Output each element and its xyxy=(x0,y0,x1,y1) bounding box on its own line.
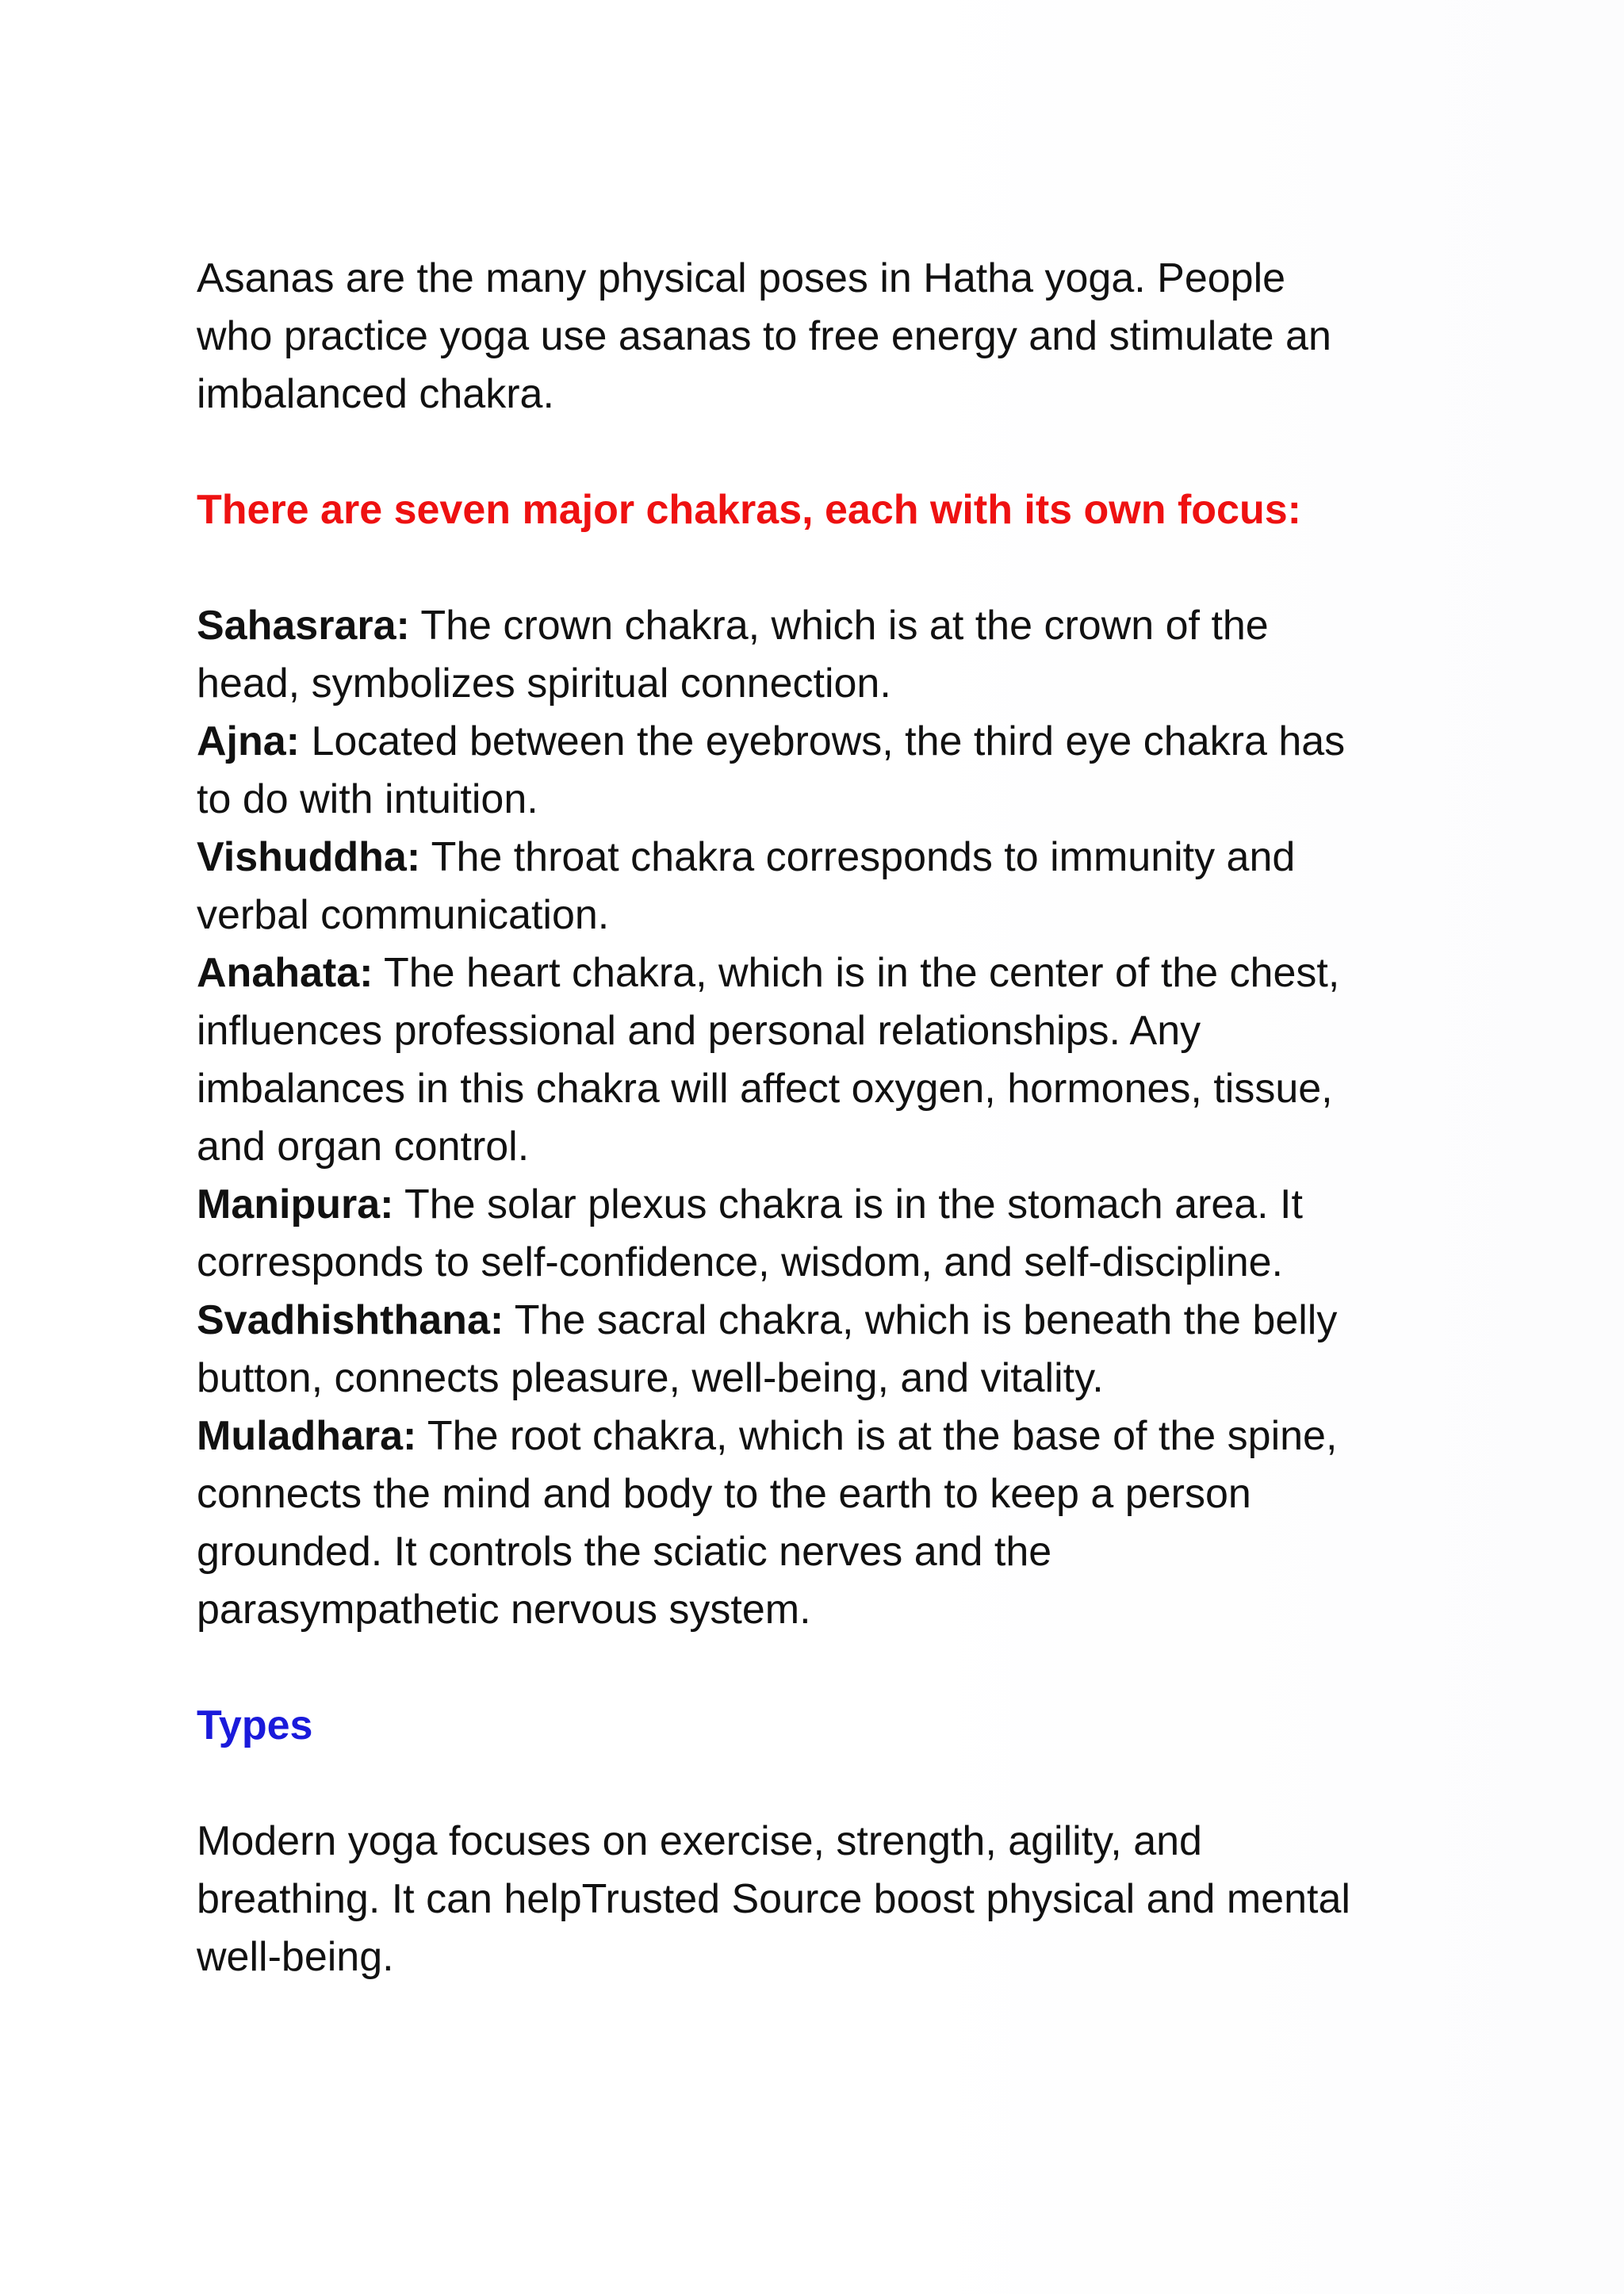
chakra-term: Vishuddha: xyxy=(197,834,421,880)
chakra-text: The solar plexus chakra is in the stomach area. It xyxy=(393,1181,1303,1227)
chakra-item-svadhishthana xyxy=(197,1292,1434,1407)
chakra-text: The sacral chakra, which is beneath the belly xyxy=(504,1297,1338,1343)
chakra-item-muladhara xyxy=(197,1407,1434,1639)
chakra-term: Sahasrara: xyxy=(197,603,410,649)
chakra-term: Muladhara: xyxy=(197,1413,417,1459)
intro-paragraph xyxy=(197,250,1434,423)
chakra-text: to do with intuition. xyxy=(197,776,538,822)
chakra-text: head, symbolizes spiritual connection. xyxy=(197,661,891,707)
chakra-text: connects the mind and body to the earth to keep a person xyxy=(197,1471,1251,1517)
types-line: breathing. It can helpTrusted Source boost physical and mental xyxy=(197,1876,1350,1922)
document-content xyxy=(197,250,1434,1986)
chakra-text: Located between the eyebrows, the third eye chakra has xyxy=(300,718,1346,764)
paragraph-gap xyxy=(197,423,1434,481)
chakra-text: corresponds to self-confidence, wisdom, and self-discipline. xyxy=(197,1239,1284,1285)
chakra-text: button, connects pleasure, well-being, and vitality. xyxy=(197,1355,1104,1401)
chakra-text: The crown chakra, which is at the crown of the xyxy=(409,603,1269,649)
paragraph-gap xyxy=(197,539,1434,597)
chakra-list xyxy=(197,597,1434,1639)
chakra-text: grounded. It controls the sciatic nerves and the xyxy=(197,1529,1052,1575)
chakras-heading: There are seven major chakras, each with its own focus: xyxy=(197,487,1301,533)
chakra-text: The throat chakra corresponds to immunity and xyxy=(420,834,1296,880)
intro-line: who practice yoga use asanas to free energy and stimulate an xyxy=(197,313,1331,359)
chakra-term: Ajna: xyxy=(197,718,300,764)
chakra-term: Manipura: xyxy=(197,1181,394,1227)
paragraph-gap xyxy=(197,1639,1434,1697)
chakra-text: The heart chakra, which is in the center of the chest, xyxy=(373,950,1340,996)
chakra-text: influences professional and personal relationships. Any xyxy=(197,1008,1201,1054)
types-line: Modern yoga focuses on exercise, strength, agility, and xyxy=(197,1818,1202,1864)
chakra-text: verbal communication. xyxy=(197,892,610,938)
chakra-term: Svadhishthana: xyxy=(197,1297,504,1343)
chakra-text: parasympathetic nervous system. xyxy=(197,1587,811,1633)
chakra-text: and organ control. xyxy=(197,1124,530,1170)
chakra-item-manipura xyxy=(197,1176,1434,1292)
intro-line: Asanas are the many physical poses in Hatha yoga. People xyxy=(197,255,1286,301)
intro-line: imbalanced chakra. xyxy=(197,371,554,417)
chakra-term: Anahata: xyxy=(197,950,373,996)
chakra-item-sahasrara xyxy=(197,597,1434,713)
types-heading: Types xyxy=(197,1702,313,1748)
types-paragraph xyxy=(197,1813,1434,1986)
chakra-item-ajna xyxy=(197,713,1434,829)
types-line: well-being. xyxy=(197,1934,394,1980)
chakra-item-anahata xyxy=(197,944,1434,1176)
chakra-item-vishuddha xyxy=(197,829,1434,944)
paragraph-gap xyxy=(197,1755,1434,1813)
chakra-text: The root chakra, which is at the base of the spine, xyxy=(416,1413,1338,1459)
chakra-text: imbalances in this chakra will affect oxygen, hormones, tissue, xyxy=(197,1066,1333,1112)
